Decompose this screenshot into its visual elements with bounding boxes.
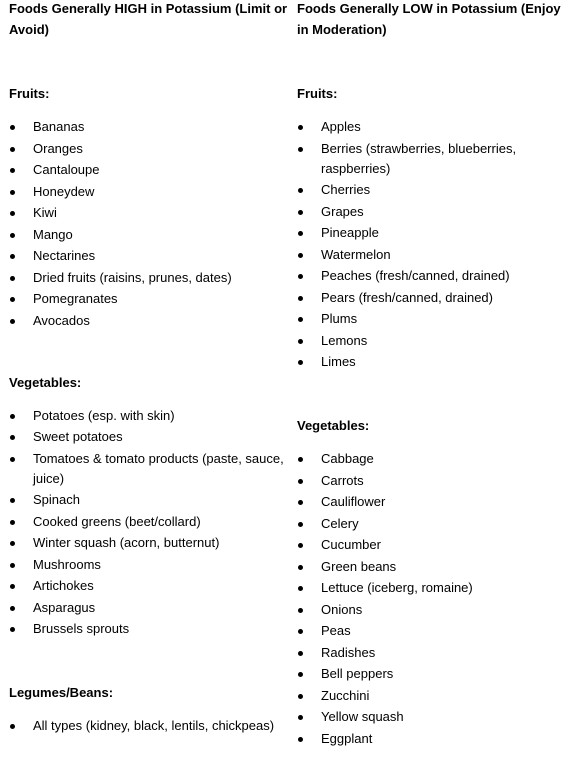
- list-item: Cabbage: [297, 449, 569, 469]
- list-item: Asparagus: [9, 598, 291, 618]
- list-item: Potatoes (esp. with skin): [9, 406, 291, 426]
- list-item: Pineapple: [297, 223, 569, 243]
- list-item: Dried fruits (raisins, prunes, dates): [9, 268, 291, 288]
- low-fruits-list: [297, 117, 569, 372]
- high-vegetables-title: Vegetables:: [9, 374, 82, 390]
- list-item: Radishes: [297, 643, 569, 663]
- list-item: Lemons: [297, 331, 569, 351]
- high-fruits-title: Fruits:: [9, 86, 50, 101]
- list-item: Plums: [297, 309, 569, 329]
- high-potassium-column: [9, 0, 291, 738]
- list-item: Lettuce (iceberg, romaine): [297, 578, 569, 598]
- list-item: Bell peppers: [297, 664, 569, 684]
- list-item: Oranges: [9, 139, 291, 159]
- list-item: Onions: [297, 600, 569, 620]
- list-item: Green beans: [297, 557, 569, 577]
- high-legumes-title: Legumes/Beans:: [9, 685, 114, 700]
- high-vegetables-list: [9, 406, 291, 640]
- list-item: Nectarines: [9, 246, 291, 266]
- high-legumes-list: [9, 716, 291, 736]
- list-item: Artichokes: [9, 576, 291, 596]
- list-item: Celery: [297, 514, 569, 534]
- list-item: Carrots: [297, 471, 569, 491]
- list-item: Peaches (fresh/canned, drained): [297, 266, 569, 286]
- list-item: All types (kidney, black, lentils, chickpeas): [9, 716, 291, 736]
- list-item: Cantaloupe: [9, 160, 291, 180]
- list-item: Peas: [297, 621, 569, 641]
- list-item: Avocados: [9, 311, 291, 331]
- low-potassium-header: Foods Generally LOW in Potassium (Enjoy in Moderation): [297, 1, 561, 37]
- low-potassium-column: [297, 0, 569, 750]
- list-item: Eggplant: [297, 729, 569, 749]
- list-item: Cherries: [297, 180, 569, 200]
- list-item: Apples: [297, 117, 569, 137]
- list-item: Limes: [297, 352, 569, 372]
- list-item: Tomatoes & tomato products (paste, sauce, juice): [9, 449, 291, 489]
- list-item: Mushrooms: [9, 555, 291, 575]
- low-vegetables-title: Vegetables:: [297, 418, 370, 433]
- low-vegetables-list: [297, 449, 569, 749]
- list-item: Mango: [9, 225, 291, 245]
- list-item: Bananas: [9, 117, 291, 137]
- list-item: Cucumber: [297, 535, 569, 555]
- list-item: Winter squash (acorn, butternut): [9, 533, 291, 553]
- list-item: Yellow squash: [297, 707, 569, 727]
- low-fruits-title: Fruits:: [297, 86, 338, 101]
- high-potassium-header: Foods Generally HIGH in Potassium (Limit or Avoid): [9, 1, 288, 37]
- list-item: Berries (strawberries, blueberries, raspberries): [297, 139, 569, 179]
- list-item: Grapes: [297, 202, 569, 222]
- list-item: Watermelon: [297, 245, 569, 265]
- list-item: Sweet potatoes: [9, 427, 291, 447]
- list-item: Pomegranates: [9, 289, 291, 309]
- list-item: Cauliflower: [297, 492, 569, 512]
- list-item: Spinach: [9, 490, 291, 510]
- list-item: Brussels sprouts: [9, 619, 291, 639]
- list-item: Zucchini: [297, 686, 569, 706]
- list-item: Honeydew: [9, 182, 291, 202]
- list-item: Pears (fresh/canned, drained): [297, 288, 569, 308]
- list-item: Kiwi: [9, 203, 291, 223]
- high-fruits-list: [9, 117, 291, 331]
- list-item: Cooked greens (beet/collard): [9, 512, 291, 532]
